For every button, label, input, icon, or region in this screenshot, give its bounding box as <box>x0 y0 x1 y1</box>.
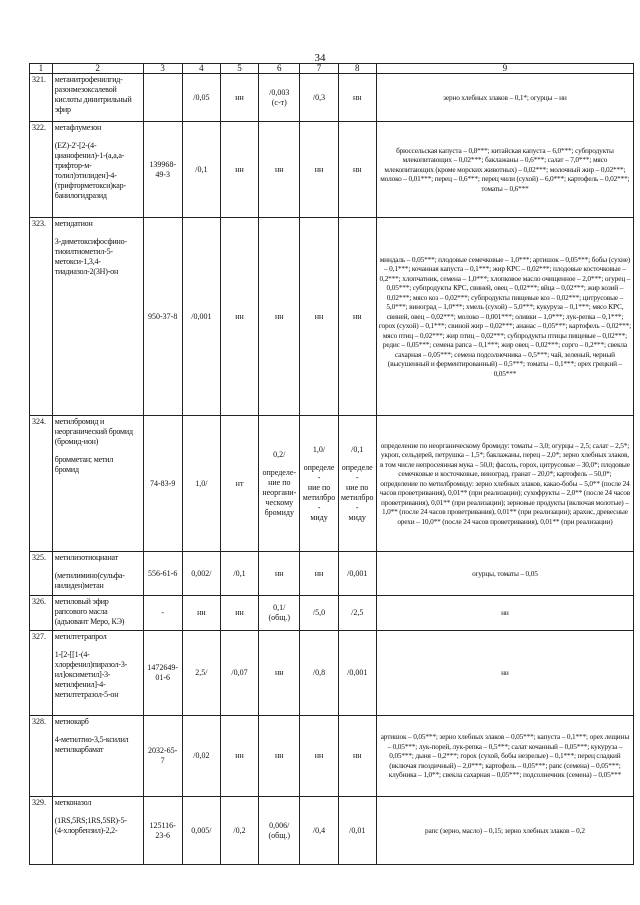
residue-limits: рапс (зерно, масло) – 0,15; зерно хлебных злаков – 0,2 <box>376 797 633 865</box>
value-col8: /0,01 <box>338 797 376 865</box>
value-col5: нн <box>220 122 258 218</box>
residue-limits: миндаль – 0,05***; плодовые семечковые – 1,0***; артишок – 0,05***; бобы (сухие) – 0,1***; кочанная капуста – 0,1***; жир КРС – 0,02***; плодовые косточковые – 0,2***; хлопчатник, семена – 1,0***; хлопковое масло очищенное – 2,0***; огурец – 0,05***; субпродукты КРС, свиней, овец – 0,02***; яйца – 0,02***; жир козий – 0,02***; мясо коз – 0,02***; субпродукты пищевые коз – 0,02***; цитрусовые – 5,0***; виноград – 1,0***; хмель (сухой) – 5,0***; кукуруза – 0,1***; мясо КРС, свиней, овец – 0,02***; молоко – 0,001***; оливки – 1,0***; лук-репка – 0,1***; горох (сухой) – 0,1***; свиной жир – 0,02***; ананас – 0,05***; картофель – 0,02***; мясо птиц – 0,02***; жир птиц – 0,02***; субпродукты птицы пищевые – 0,02***; редис – 0,05***; семена рапса – 0,1***; жир овец – 0,02***; сорго – 0,2***; свекла сахарная – 0,05***; семена подсолнечника – 0,5***; чай, зеленый, черный (высушенный и ферментированный) – 0,5***; томаты – 0,1***; орех грецкий – 0,05*** <box>376 218 633 416</box>
row-number: 322. <box>30 122 53 218</box>
value-col4: 1,0/ <box>182 416 220 552</box>
residue-limits: зерно хлебных злаков – 0,1*; огурцы – нн <box>376 74 633 122</box>
row-number: 325. <box>30 552 53 596</box>
col-header: 9 <box>376 64 633 74</box>
cas-number: 74-83-9 <box>143 416 182 552</box>
residue-limits: огурцы, томаты – 0,05 <box>376 552 633 596</box>
col-header: 8 <box>338 64 376 74</box>
table-row <box>30 416 634 552</box>
cas-number: 139968- 49-3 <box>143 122 182 218</box>
value-col6: 0,1/ (общ.) <box>259 596 300 631</box>
table-row <box>30 596 634 631</box>
value-col7: нн <box>300 716 338 797</box>
substance-name: метиловый эфир рапсового масла (адъювант Меро, КЭ) <box>52 596 143 631</box>
page-number: 34 <box>314 52 326 64</box>
substance-name: метилтетрапрол 1-[2-[[1-(4- хлорфенил)пиразол-3- ил]оксиметил]-3- метилфенил]-4- метилтетразол-5-он <box>52 631 143 716</box>
value-col4: /0,001 <box>182 218 220 416</box>
substance-name: метанитрофенилгид- разонмезоксалевой кислоты динитрильный эфир <box>52 74 143 122</box>
substance-name: метконазол (1RS,5RS;1RS,5SR)-5- (4-хлорбензил)-2,2- <box>52 797 143 865</box>
value-col7: 1,0/ определе- ние по метилбро- миду <box>300 416 338 552</box>
value-col6: нн <box>259 122 300 218</box>
value-col5: нн <box>220 218 258 416</box>
residue-limits: определение по неорганическому бромиду: томаты – 3,0; огурцы – 2,5; салат – 2,5*; укроп, сельдерей, петрушка – 1,5*; баклажаны, перец – 2,0*; зерно хлебных злаков, в том числе непросеянная мука – 50,0; фасоль, горох, цитрусовые – 30,0*; плодовые семечковые и косточковые, виноград, гранат – 20,0*; картофель – 50,0*; определение по метилбромиду: зерно хлебных злаков, какао-бобы – 5,0** (после 24 часов проветривания), 0,01** (при реализации); сухофрукты – 2,0** (после 24 часов проветривания), 0,01** (при реализации); зерновые продукты (включая молотые) – 1,0** (после 24 часов проветривания), 0,01** (при реализации); арахис, древесные орехи – 10,0** (после 24 часов проветривания), 0,01** (при реализации) <box>376 416 633 552</box>
value-col6: нн <box>259 218 300 416</box>
table-row <box>30 716 634 797</box>
value-col4: 0,005/ <box>182 797 220 865</box>
table-row <box>30 797 634 865</box>
residue-limits: нн <box>376 631 633 716</box>
table-row <box>30 74 634 122</box>
value-col8: нн <box>338 74 376 122</box>
substance-name: метилизотиоцианат (метилимино(сульфа- нилиден)метан <box>52 552 143 596</box>
value-col7: нн <box>300 122 338 218</box>
header-row <box>30 64 634 74</box>
table-row <box>30 122 634 218</box>
value-col7: нн <box>300 552 338 596</box>
cas-number: 950-37-8 <box>143 218 182 416</box>
value-col7: нн <box>300 218 338 416</box>
value-col4: 2,5/ <box>182 631 220 716</box>
value-col6: 0,006/ (общ.) <box>259 797 300 865</box>
row-number: 327. <box>30 631 53 716</box>
value-col6: 0,2/ определе- ние по неоргани- ческому бромиду <box>259 416 300 552</box>
value-col4: /0,1 <box>182 122 220 218</box>
cas-number: 1472649- 01-6 <box>143 631 182 716</box>
col-header: 5 <box>220 64 258 74</box>
substance-name: метилбромид и неорганический бромид (бромид-ион) бромметан; метил бромид <box>52 416 143 552</box>
cas-number <box>143 74 182 122</box>
col-header: 3 <box>143 64 182 74</box>
value-col6: нн <box>259 716 300 797</box>
residue-limits: артишок – 0,05***; зерно хлебных злаков – 0,05***; капуста – 0,1***; орех лещины – 0,05***; лук-порей, лук-репка – 0,5***; салат кочанный – 0,05***; кукуруза – 0,05***; дыня – 0,2***; горох (сухой, бобы незрелые) – 0,1***; перец сладкий (включая гвоздичный) – 2,0***; картофель – 0,05***; рапс (семена) – 0,05***; клубника – 1,0**; свекла сахарная – 0,05***; подсолнечник (семена) – 0,05*** <box>376 716 633 797</box>
col-header: 7 <box>300 64 338 74</box>
value-col5: /0,07 <box>220 631 258 716</box>
value-col5: нн <box>220 74 258 122</box>
value-col5: нт <box>220 416 258 552</box>
value-col8: /0,001 <box>338 552 376 596</box>
value-col6: /0,003 (с-т) <box>259 74 300 122</box>
table-row <box>30 631 634 716</box>
value-col7: /0,3 <box>300 74 338 122</box>
row-number: 324. <box>30 416 53 552</box>
value-col5: /0,2 <box>220 797 258 865</box>
value-col8: /0,001 <box>338 631 376 716</box>
col-header: 6 <box>259 64 300 74</box>
residue-limits: брюссельская капуста – 0,8***; китайская капуста – 6,0***; субпродукты млекопитающих – 0,02***; баклажаны – 0,6***; салат – 7,0***; мясо млекопитающих (кроме морских животных) – 0,02***; молочный жир – 0,02***; молоко – 0,01***; перец – 0,6***; перец чили (сухой) – 6,0***; картофель – 0,02***; томаты – 0,6*** <box>376 122 633 218</box>
substance-name: метиокарб 4-метилтио-3,5-ксилил метилкарбамат <box>52 716 143 797</box>
value-col7: /5,0 <box>300 596 338 631</box>
col-header: 2 <box>52 64 143 74</box>
table-row <box>30 218 634 416</box>
value-col7: /0,4 <box>300 797 338 865</box>
cas-number: 556-61-6 <box>143 552 182 596</box>
value-col4: /0,05 <box>182 74 220 122</box>
value-col7: /0,8 <box>300 631 338 716</box>
value-col4: нн <box>182 596 220 631</box>
value-col6: нн <box>259 631 300 716</box>
value-col5: /0,1 <box>220 552 258 596</box>
cas-number: - <box>143 596 182 631</box>
value-col4: 0,002/ <box>182 552 220 596</box>
value-col8: нн <box>338 218 376 416</box>
col-header: 4 <box>182 64 220 74</box>
value-col8: /0,1 определе- ние по метилбро- миду <box>338 416 376 552</box>
row-number: 321. <box>30 74 53 122</box>
value-col5: нн <box>220 716 258 797</box>
cas-number: 2032-65- 7 <box>143 716 182 797</box>
value-col8: нн <box>338 716 376 797</box>
residue-limits: нн <box>376 596 633 631</box>
cas-number: 125116- 23-6 <box>143 797 182 865</box>
value-col4: /0,02 <box>182 716 220 797</box>
substance-name: метафлумезон (EZ)-2'-[2-(4- цианофенил)-1-(a,a,a- трифтор-м- толил)этилиден]-4- (трифторметокси)кар- банилогидразид <box>52 122 143 218</box>
value-col8: /2,5 <box>338 596 376 631</box>
row-number: 328. <box>30 716 53 797</box>
value-col8: нн <box>338 122 376 218</box>
col-header: 1 <box>30 64 53 74</box>
value-col5: нн <box>220 596 258 631</box>
substance-name: метидатион 3-диметоксифосфино- тиоилтиометил-5- метокси-1,3,4- тиадиазол-2(3Н)-он <box>52 218 143 416</box>
row-number: 329. <box>30 797 53 865</box>
table-row <box>30 552 634 596</box>
row-number: 326. <box>30 596 53 631</box>
row-number: 323. <box>30 218 53 416</box>
regulation-table <box>29 63 634 865</box>
value-col6: нн <box>259 552 300 596</box>
